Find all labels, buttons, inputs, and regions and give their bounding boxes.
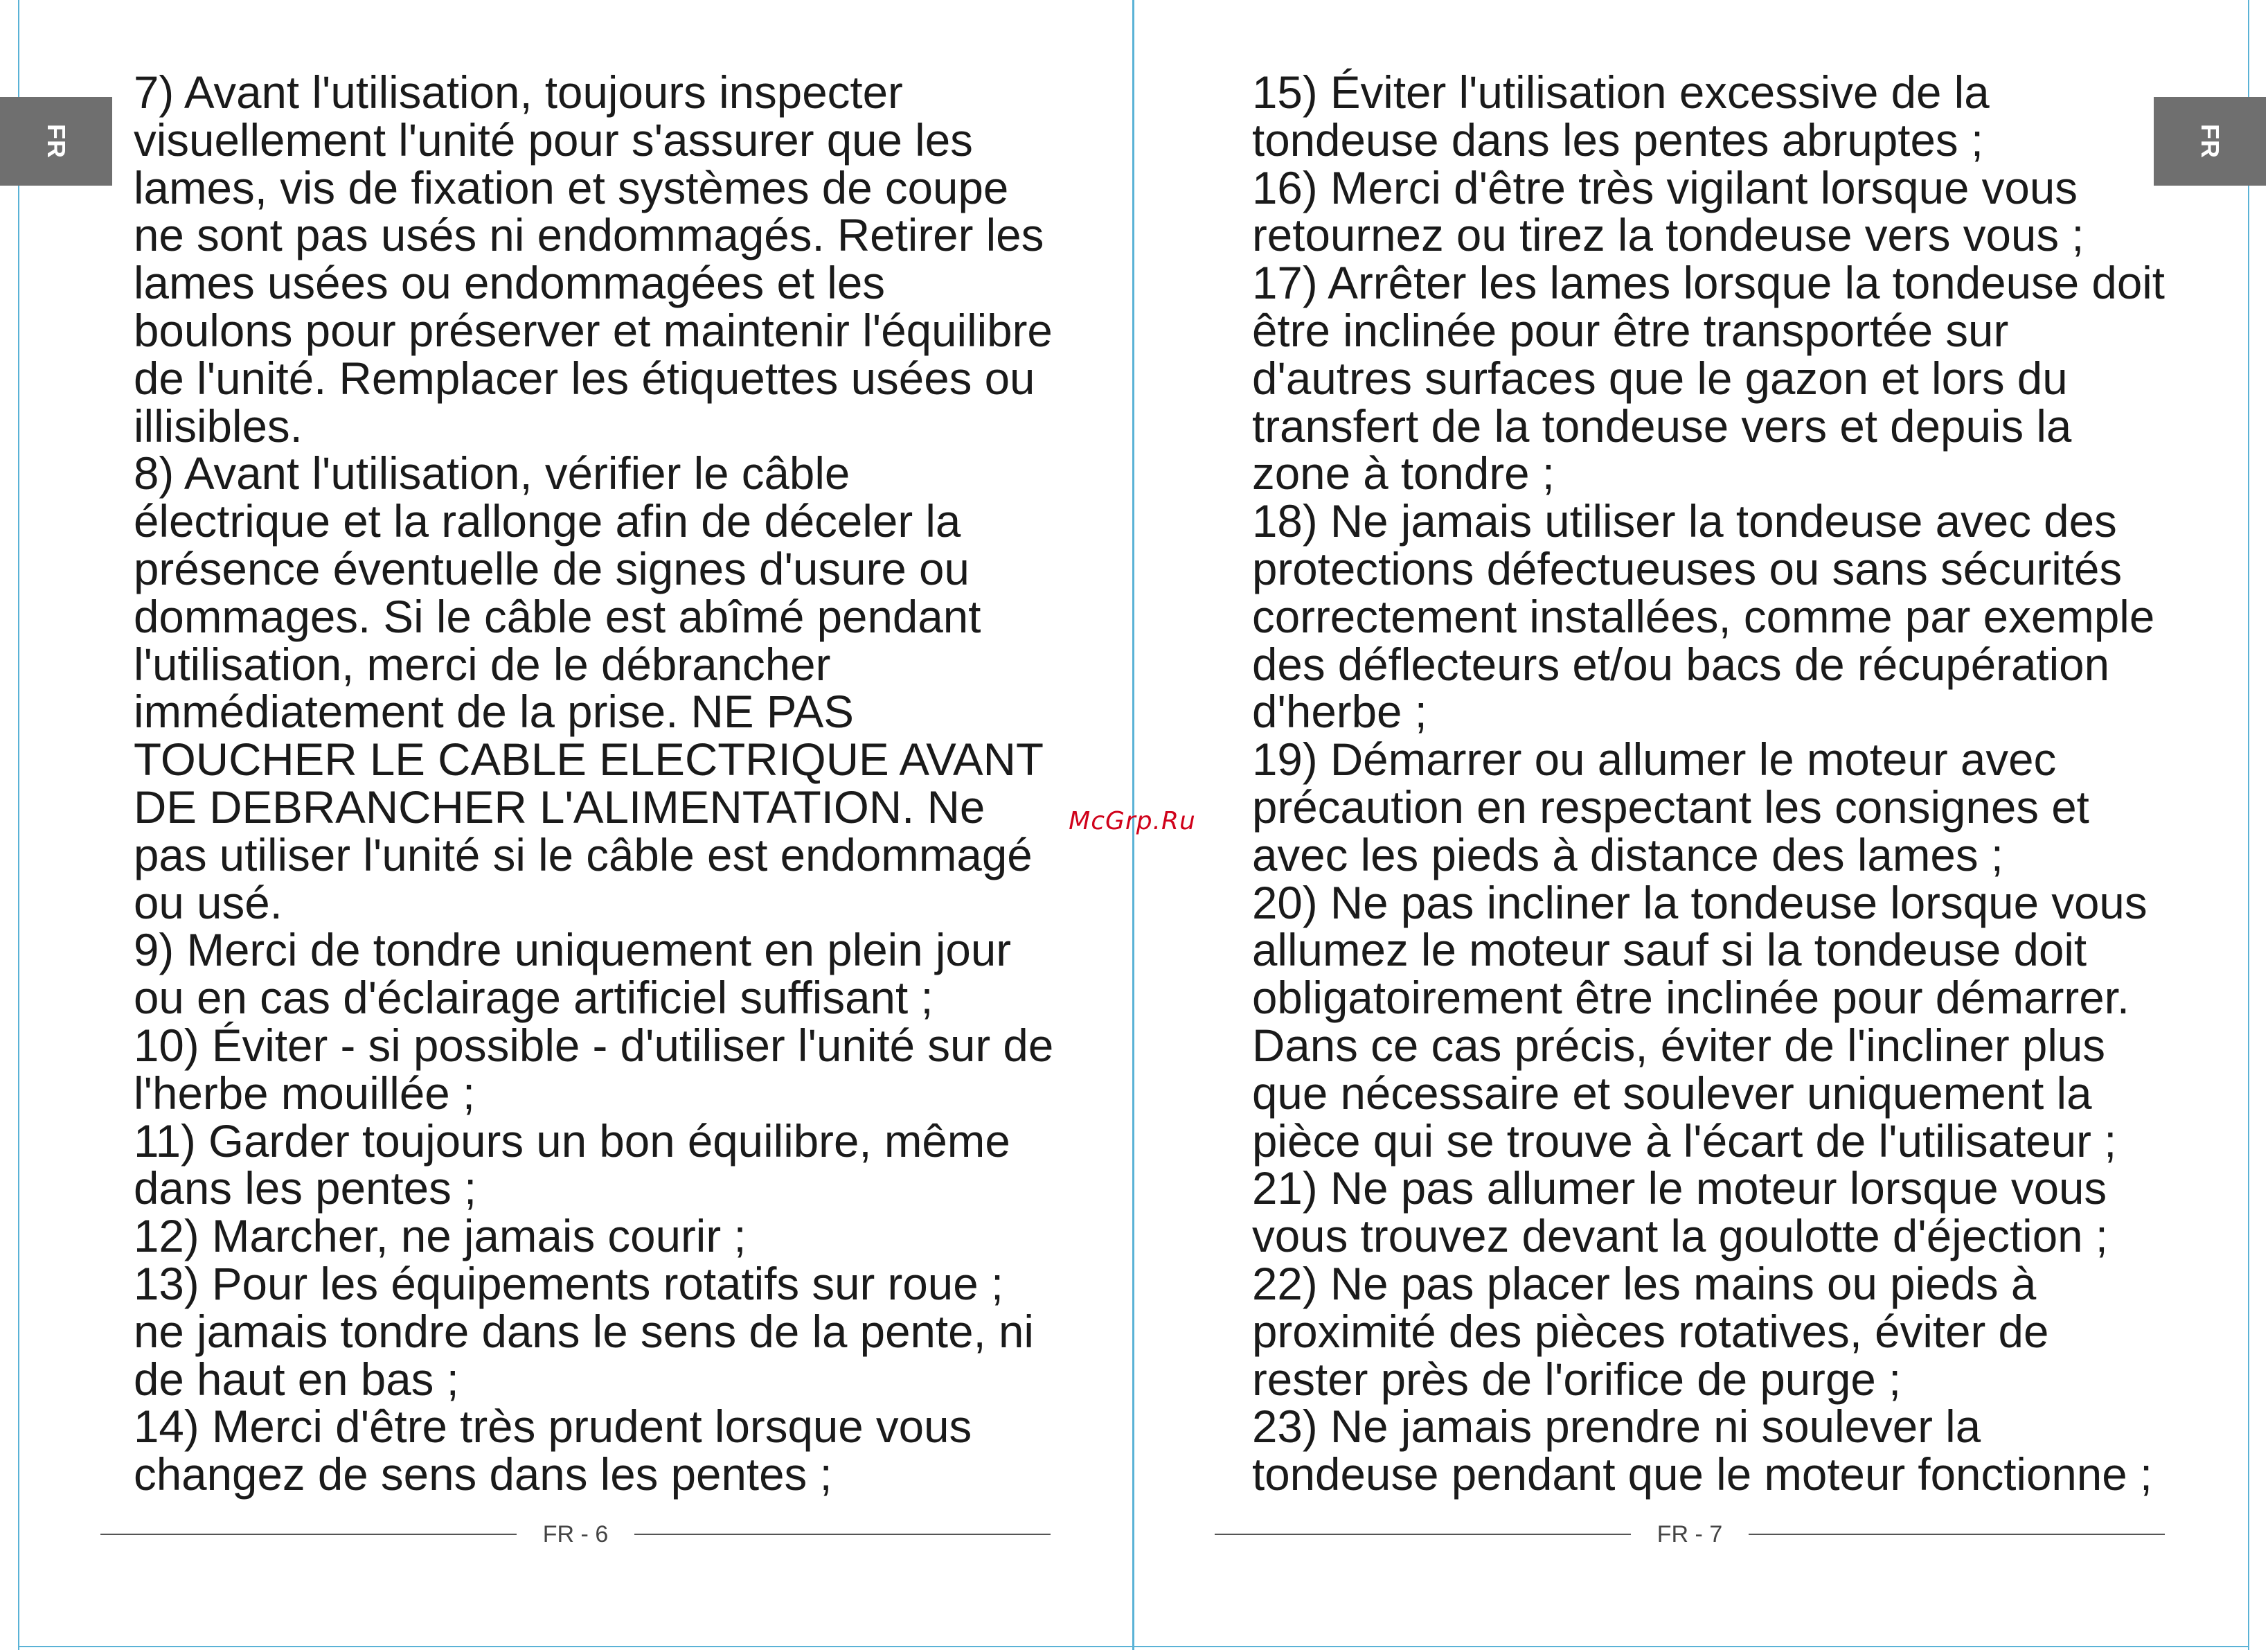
footer-rule-right <box>634 1534 1051 1535</box>
safety-item-20: 20) Ne pas incliner la tondeuse lorsque vous allumez le moteur sauf si la tondeuse doit obligatoirement être inclinée pour démarrer. Dans ce cas précis, éviter de l'incliner plus que nécessaire et soulever uniquement la pièce qui se trouve à l'écart de l'utilisateur ; <box>1252 877 2148 1166</box>
right-page <box>1134 0 2268 1650</box>
language-tab-label: FR <box>42 124 71 159</box>
right-page-text <box>1252 69 2166 1499</box>
language-tab-left <box>0 97 112 186</box>
safety-item-22: 22) Ne pas placer les mains ou pieds à proximité des pièces rotatives, éviter de rester près de l'orifice de purge ; <box>1252 1258 2049 1405</box>
safety-item-19: 19) Démarrer ou allumer le moteur avec précaution en respectant les consignes et avec les pieds à distance des lames ; <box>1252 734 2089 880</box>
safety-item-23: 23) Ne jamais prendre ni soulever la tondeuse pendant que le moteur fonctionne ; <box>1252 1401 2153 1500</box>
safety-item-11: 11) Garder toujours un bon équilibre, même dans les pentes ; <box>134 1115 1010 1214</box>
footer-rule-right <box>1749 1534 2165 1535</box>
right-page-footer <box>1215 1517 2165 1552</box>
safety-item-21: 21) Ne pas allumer le moteur lorsque vous vous trouvez devant la goulotte d'éjection ; <box>1252 1163 2108 1262</box>
safety-item-7: 7) Avant l'utilisation, toujours inspecter visuellement l'unité pour s'assurer que les lames, vis de fixation et systèmes de coupe ne sont pas usés ni endommagés. Retirer les lames usées ou endommagées et les boulons pour préserver et maintenir l'équilibre de l'unité. Remplacer les étiquettes usées ou illisibles. <box>134 67 1053 452</box>
safety-item-13: 13) Pour les équipements rotatifs sur roue ; ne jamais tondre dans le sens de la pente, ni de haut en bas ; <box>134 1258 1034 1405</box>
safety-item-9: 9) Merci de tondre uniquement en plein jour ou en cas d'éclairage artificiel suffisant ; <box>134 925 1012 1024</box>
safety-item-12: 12) Marcher, ne jamais courir ; <box>134 1211 747 1262</box>
left-page-text <box>134 69 1055 1499</box>
safety-item-18: 18) Ne jamais utiliser la tondeuse avec des protections défectueuses ou sans sécurités correctement installées, comme par exemple des déflecteurs et/ou bacs de récupération d'herbe ; <box>1252 496 2155 738</box>
left-page-footer <box>100 1517 1051 1552</box>
language-tab-label: FR <box>2196 124 2224 159</box>
footer-rule-left <box>100 1534 517 1535</box>
safety-item-8: 8) Avant l'utilisation, vérifier le câble électrique et la rallonge afin de déceler la présence éventuelle de signes d'usure ou dommages. Si le câble est abîmé pendant l'utilisation, merci de le débrancher immédiatement de la prise. NE PAS TOUCHER LE CABLE ELECTRIQUE AVANT DE DEBRANCHER L'ALIMENTATION. Ne pas utiliser l'unité si le câble est endommagé ou usé. <box>134 448 1043 928</box>
page-number-right: FR - 7 <box>1657 1520 1723 1547</box>
safety-item-15: 15) Éviter l'utilisation excessive de la tondeuse dans les pentes abruptes ; <box>1252 67 1990 166</box>
safety-item-14: 14) Merci d'être très prudent lorsque vous changez de sens dans les pentes ; <box>134 1401 972 1500</box>
footer-rule-left <box>1215 1534 1631 1535</box>
page-number-left: FR - 6 <box>542 1520 609 1547</box>
safety-item-17: 17) Arrêter les lames lorsque la tondeuse doit être inclinée pour être transportée sur d'autres surfaces que le gazon et lors du transfert de la tondeuse vers et depuis la zone à tondre ; <box>1252 258 2165 499</box>
safety-item-10: 10) Éviter - si possible - d'utiliser l'unité sur de l'herbe mouillée ; <box>134 1020 1054 1119</box>
language-tab-right <box>2154 97 2266 186</box>
safety-item-16: 16) Merci d'être très vigilant lorsque vous retournez ou tirez la tondeuse vers vous ; <box>1252 162 2084 261</box>
watermark-text: McGrp.Ru <box>1069 807 1196 835</box>
